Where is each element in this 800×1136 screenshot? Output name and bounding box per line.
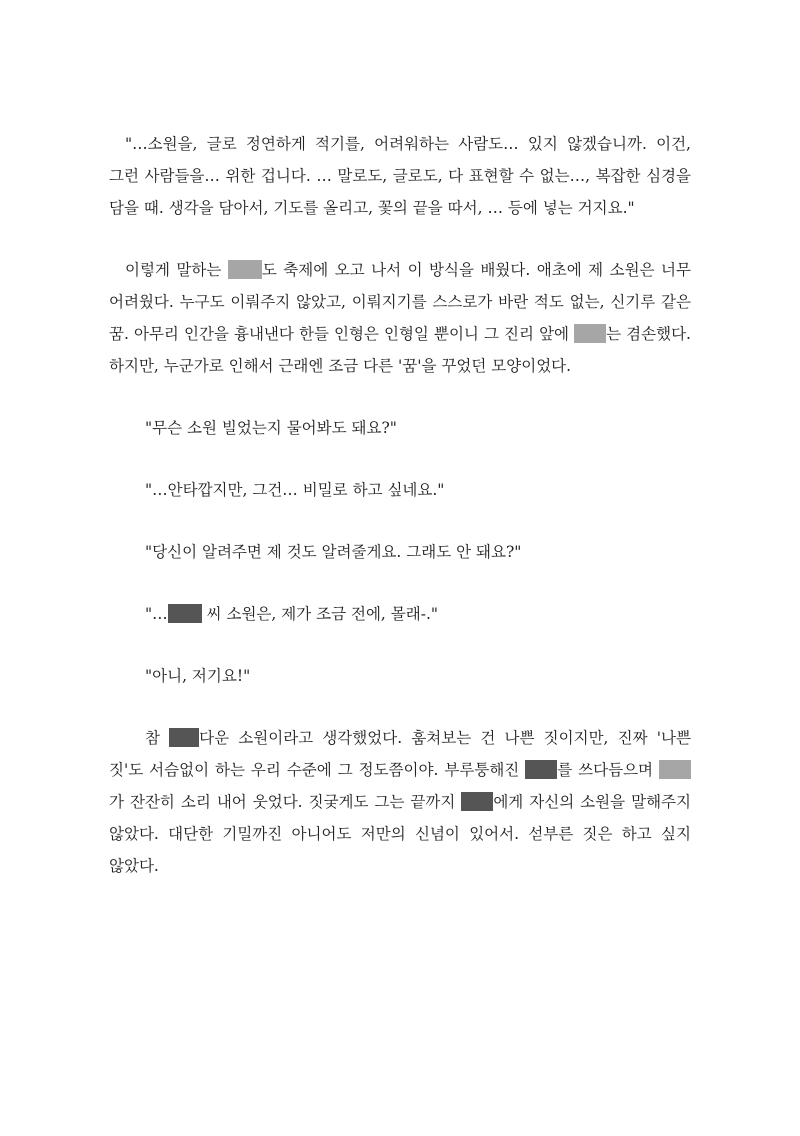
paragraph-text: 도 축제에 오고 나서 이 방식을 배웠다. 애초에 제 소원은 너무 어려웠다. 누구도 이뤄주지 않았고, 이뤄지기를 스스로가 바란 적도 없는, 신기루 같은 꿈. 아무리 인간을 흉내낸다 한들 인형은 인형일 뿐이니 그 진리 앞에 — [109, 261, 691, 343]
paragraph-text: 를 쓰다듬으며 — [557, 761, 659, 779]
paragraph-text: "무슨 소원 빌었는지 물어봐도 돼요?" — [145, 419, 397, 437]
paragraph-1 — [109, 128, 691, 224]
paragraph-text: 에게 자신의 소원을 말해주지 않았다. 대단한 기밀까진 아니어도 저만의 신념이 있어서. 섣부른 짓은 하고 싶지 않았다. — [109, 793, 691, 875]
paragraph-text: "…소원을, 글로 정연하게 적기를, 어려워하는 사람도… 있지 않겠습니까. 이건, 그런 사람들을… 위한 겁니다. … 말로도, 글로도, 다 표현할 수 없는…, 복잡한 심경을 담을 때. 생각을 담아서, 기도를 올리고, 꽃의 끝을 따서, … 등에 넣는 거지요." — [109, 135, 691, 217]
redacted-name-dark — [169, 728, 199, 747]
paragraph-text: "당신이 알려주면 제 것도 알려줄게요. 그래도 안 돼요?" — [145, 543, 522, 561]
paragraph-text: 씨 소원은, 제가 조금 전에, 몰래-." — [201, 605, 439, 623]
paragraph-text: "… — [145, 605, 168, 623]
paragraph-text: "…안타깝지만, 그건… 비밀로 하고 싶네요." — [145, 481, 445, 499]
redacted-name-light — [574, 324, 606, 343]
dialogue-line — [109, 474, 691, 506]
paragraph-text: 이렇게 말하는 — [125, 261, 228, 279]
paragraph-text: 가 잔잔히 소리 내어 웃었다. 짓궂게도 그는 끝까지 — [109, 793, 462, 811]
dialogue-line — [109, 536, 691, 568]
paragraph-text: 는 겸손했다. 하지만, 누군가로 인해서 근래엔 조금 다른 '꿈'을 꾸었던 모양이었다. — [109, 325, 691, 375]
paragraph-2 — [109, 254, 691, 382]
redacted-name-dark — [525, 760, 557, 779]
redacted-name-dark — [168, 604, 202, 623]
redacted-name-light — [659, 760, 691, 779]
dialogue-line — [109, 660, 691, 692]
redacted-name-dark — [461, 792, 493, 811]
redacted-name-light — [228, 260, 262, 279]
paragraph-text: "아니, 저기요!" — [145, 667, 251, 685]
document-page — [109, 128, 691, 912]
paragraph-text: 참 — [145, 729, 170, 747]
paragraph-text: 다운 소원이라고 생각했었다. 훔쳐보는 건 나쁜 짓이지만, 진짜 '나쁜 짓'도 서슴없이 하는 우리 수준에 그 정도쯤이야. 부루퉁해진 — [109, 729, 691, 779]
dialogue-line — [109, 598, 691, 630]
dialogue-line — [109, 412, 691, 444]
paragraph-8 — [109, 722, 691, 882]
